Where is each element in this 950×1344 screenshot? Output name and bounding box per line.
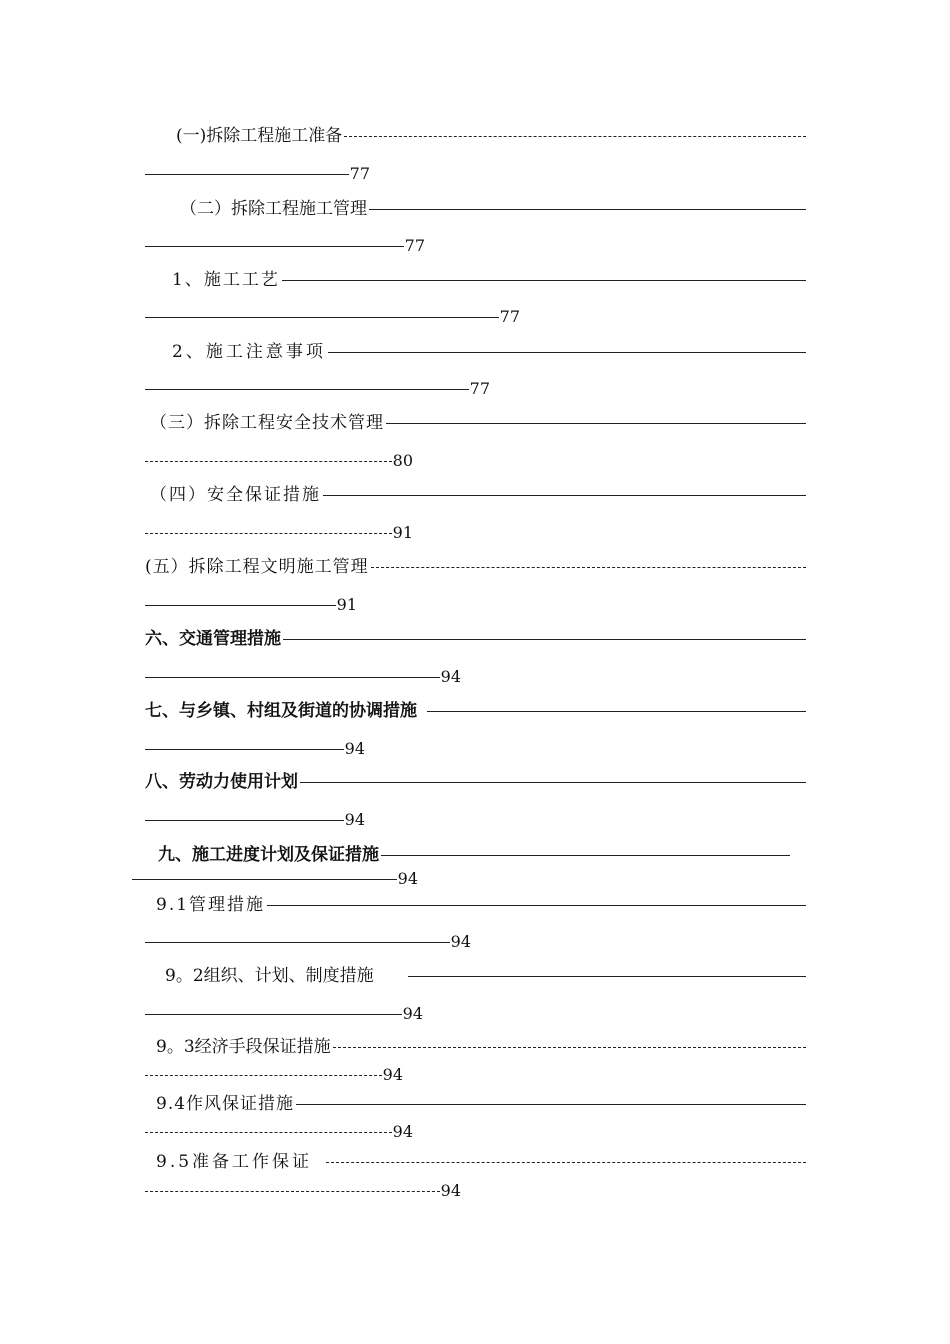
toc-entry-page: 94: [440, 667, 461, 686]
toc-entry-title: 9。2组织、计划、制度措施: [165, 966, 374, 986]
toc-entry-page: 91: [336, 595, 357, 614]
leader-line: [282, 280, 806, 281]
leader-line: [145, 1132, 392, 1133]
leader-line: [145, 246, 404, 247]
toc-entry-page: 77: [349, 164, 370, 183]
toc-entry-title: 9.4作风保证措施: [156, 1094, 295, 1114]
leader-line: [328, 352, 806, 353]
leader-line: [371, 567, 806, 568]
leader-line: [296, 1104, 806, 1105]
leader-line: [145, 533, 392, 534]
leader-line: [145, 317, 499, 318]
toc-entry-page: 77: [499, 307, 520, 326]
toc-entry-page: 94: [397, 869, 418, 888]
toc-entry-page: 80: [392, 451, 413, 470]
toc-entry-title: （三）拆除工程安全技术管理: [150, 413, 384, 433]
toc-entry-title: 2、施工注意事项: [172, 342, 326, 362]
leader-line: [145, 677, 440, 678]
leader-line: [145, 942, 450, 943]
leader-line: [344, 136, 806, 137]
toc-entry-title: 七、与乡镇、村组及街道的协调措施: [145, 701, 417, 721]
toc-entry-page: 94: [402, 1004, 423, 1023]
leader-line: [333, 1047, 806, 1048]
leader-line: [283, 639, 806, 640]
toc-entry-title: 9.1管理措施: [156, 895, 266, 915]
leader-line: [323, 495, 806, 496]
leader-line: [145, 174, 349, 175]
leader-line: [386, 423, 806, 424]
toc-entry-page: 77: [404, 236, 425, 255]
toc-entry-page: 94: [344, 810, 365, 829]
toc-entry-title: 六、交通管理措施: [145, 629, 281, 649]
toc-entry-page: 77: [469, 379, 490, 398]
leader-line: [427, 711, 806, 712]
toc-entry-page: 94: [344, 739, 365, 758]
leader-line: [145, 749, 344, 750]
toc-entry-title: 9.5准备工作保证: [156, 1152, 313, 1172]
toc-entry-title: （二）拆除工程施工管理: [180, 199, 367, 219]
toc-entry-page: 94: [392, 1122, 413, 1141]
toc-entry-page: 94: [440, 1181, 461, 1200]
toc-entry-title: 八、劳动力使用计划: [145, 772, 298, 792]
leader-line: [145, 461, 392, 462]
leader-line: [381, 855, 790, 856]
toc-entry-title: 9。3经济手段保证措施: [156, 1037, 331, 1057]
toc-entry-title: (一)拆除工程施工准备: [176, 126, 343, 146]
leader-line: [326, 1162, 806, 1163]
leader-line: [132, 879, 397, 880]
toc-entry-page: 94: [382, 1065, 403, 1084]
leader-line: [267, 905, 806, 906]
leader-line: [145, 820, 344, 821]
toc-entry-title: 九、施工进度计划及保证措施: [158, 845, 379, 865]
toc-entry-title: 1、施工工艺: [172, 270, 280, 290]
leader-line: [145, 1075, 382, 1076]
toc-entry-title: （四）安全保证措施: [150, 485, 321, 505]
leader-line: [408, 976, 806, 977]
leader-line: [369, 209, 806, 210]
toc-entry-page: 94: [450, 932, 471, 951]
leader-line: [145, 389, 469, 390]
toc-entry-page: 91: [392, 523, 413, 542]
leader-line: [145, 1014, 402, 1015]
leader-line: [145, 1191, 440, 1192]
toc-entry-title: (五）拆除工程文明施工管理: [145, 557, 369, 577]
leader-line: [145, 605, 336, 606]
leader-line: [300, 782, 806, 783]
